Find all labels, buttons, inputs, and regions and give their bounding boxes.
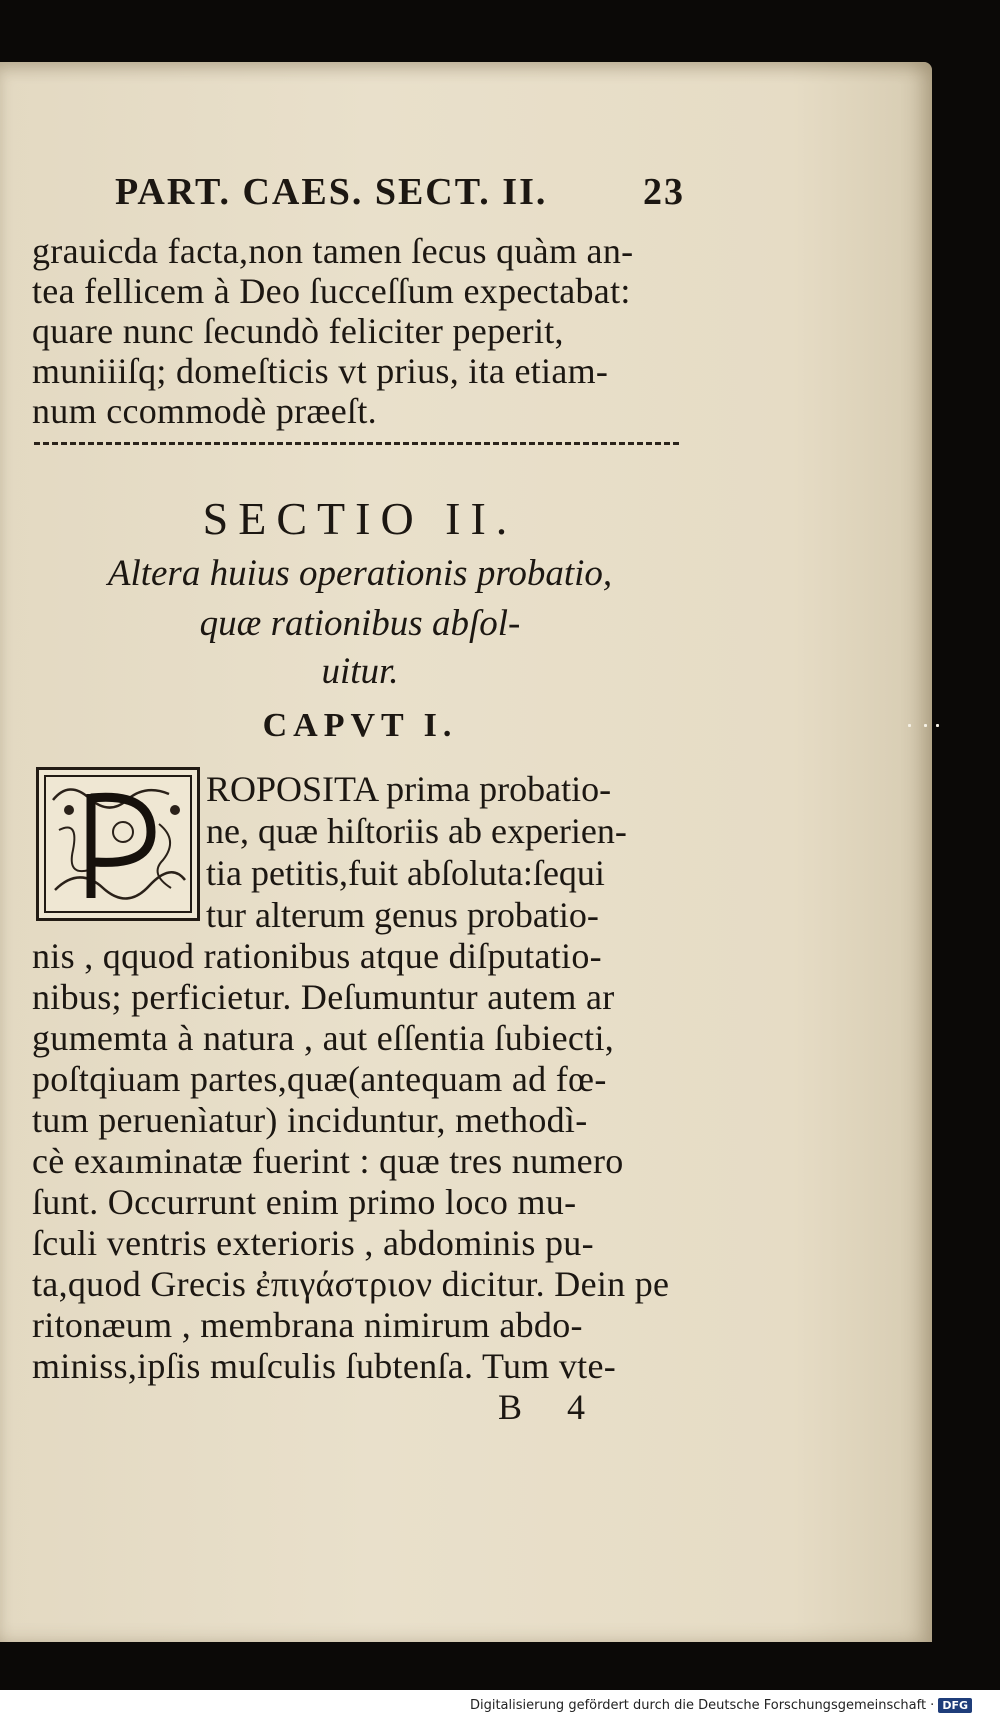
scan-dust-mark: [936, 724, 939, 727]
chapter-text-line: ROPOSITA prima probatio-: [206, 769, 612, 809]
section-subtitle-line: Altera huius operationis probatio,: [107, 553, 613, 594]
chapter-text-line: ſculi ventris exterioris , abdominis pu-: [32, 1223, 594, 1263]
section-subtitle-line: uitur.: [321, 651, 399, 692]
chapter-text-line: tur alterum genus probatio-: [206, 895, 599, 935]
chapter-text-line: ritonæum , membrana nimirum abdo-: [32, 1305, 583, 1345]
chapter-text-line: miniss,ipſis muſculis ſubtenſa. Tum vte-: [32, 1346, 617, 1386]
chapter-text-line: cè exaıminatæ fuerint : quæ tres numero: [32, 1141, 624, 1181]
chapter-text-line: ta,quod Grecis ἐπιγάστριον dicitur. Dein pe: [32, 1264, 670, 1304]
section-subtitle-line: quæ rationibus abſol-: [199, 603, 521, 644]
scan-dust-mark: [924, 724, 927, 727]
section-divider-rule: [34, 442, 679, 445]
chapter-text-line: nis , qquod rationibus atque diſputatio-: [32, 936, 602, 976]
chapter-text-line: poſtqiuam partes,quæ(antequam ad fœ-: [32, 1059, 607, 1099]
decorated-initial: [36, 767, 200, 921]
chapter-text-line: tum peruenìatur) inciduntur, methodì-: [32, 1100, 588, 1140]
chapter-heading: CAPVT I.: [262, 707, 458, 744]
top-paragraph-line: grauicda facta,non tamen ſecus quàm an-: [32, 231, 634, 271]
scan-dust-mark: [908, 724, 911, 727]
top-paragraph-line: tea fellicem à Deo ſucceſſum expectabat:: [32, 271, 631, 311]
digitization-credit: [470, 1698, 972, 1713]
top-paragraph-line: num ccommodè præeſt.: [32, 391, 377, 431]
top-paragraph-line: muniiiſq; domeſticis vt prius, ita etiam-: [32, 351, 609, 391]
dfg-logo: DFG: [938, 1698, 972, 1713]
chapter-text-line: gumemta à natura , aut eſſentia ſubiecti,: [32, 1018, 615, 1058]
catchword-signature: B 4: [498, 1387, 604, 1427]
section-title: SECTIO II.: [202, 493, 518, 544]
running-head: [115, 165, 685, 219]
chapter-text-line: nibus; perficietur. Deſumuntur autem ar: [32, 977, 615, 1017]
floral-initial-icon: [39, 770, 197, 918]
chapter-text-line: ne, quæ hiſtoriis ab experien-: [206, 811, 627, 851]
top-paragraph-line: quare nunc ſecundò feliciter peperit,: [32, 311, 564, 351]
chapter-text-line: tia petitis,fuit abſoluta:ſequi: [206, 853, 605, 893]
page-number: 23: [643, 171, 685, 213]
chapter-text-line: ſunt. Occurrunt enim primo loco mu-: [32, 1182, 577, 1222]
digitization-credit-text: Digitalisierung gefördert durch die Deutsche Forschungsgemeinschaft ·: [469, 1698, 935, 1713]
running-head-title: PART. CAES. SECT. II.: [115, 171, 548, 213]
